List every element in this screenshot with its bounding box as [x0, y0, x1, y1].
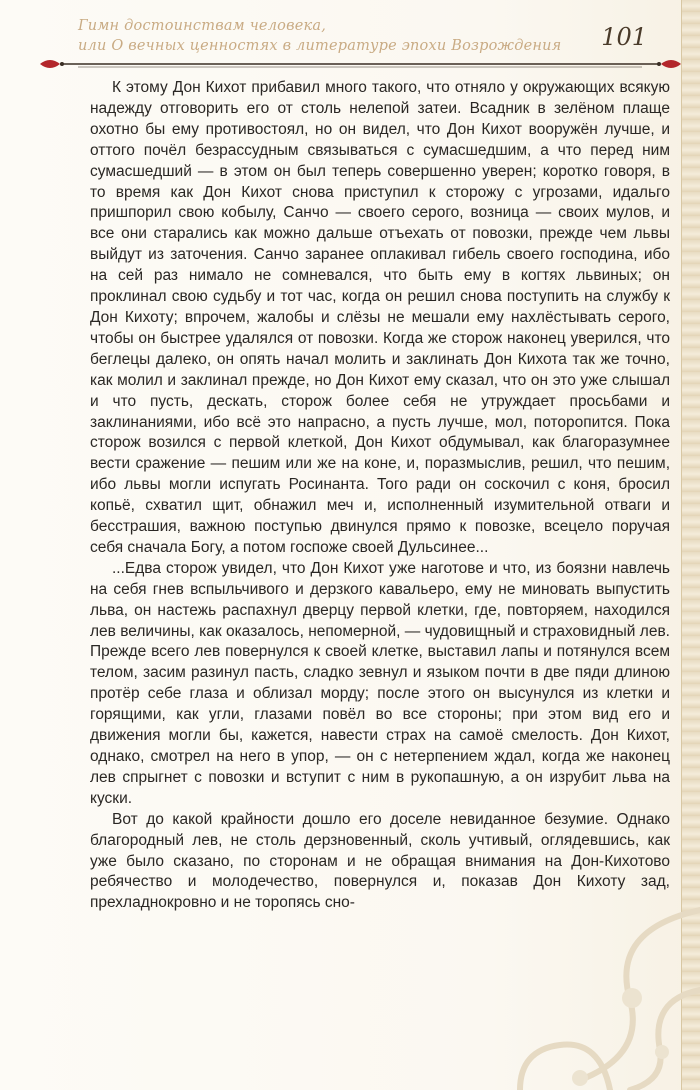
running-title-line1: Гимн достоинствам человека,	[78, 18, 327, 34]
running-title	[78, 16, 598, 56]
page-number: 101	[601, 23, 647, 51]
paragraph: К этому Дон Кихот прибавил много такого, что отняло у окружающих всякую надежду отговорить его от столь нелепой затеи. Всадник в зелёном плаще охотно бы ему противостоял, но он видел, что Дон Кихот вооружён лучше, и оттого почёл безрассудным связываться с сумасшедшим, а что перед ним сумасшедший — в этом он был теперь совершенно уверен; коротко говоря, в то время как Дон Кихот снова приступил к сторожу с угрозами, идальго пришпорил свою кобылу, Санчо — своего серого, возница — своих мулов, и все они старались как можно дальше отъехать от повозки, прежде чем львы выйдут из заточения. Санчо заранее оплакивал гибель своего господина, ибо на сей раз нимало не сомневался, что быть ему в когтях львиных; он проклинал свою судьбу и тот час, когда он решил снова поступить на службу к Дон Кихоту; впрочем, жалобы и слёзы не мешали ему нахлёстывать серого, чтобы он быстрее удалялся от повозки. Когда же сторож наконец уверился, что беглецы далеко, он опять начал молить и заклинать Дон Кихота так же точно, как молил и заклинал прежде, но Дон Кихот ему сказал, что он это уже слышал и что пусть, дескать, сторож более себя не утруждает просьбами и заклинаниями, ибо всё это напрасно, а пусть лучше, мол, поторопится. Пока сторож возился с первой клеткой, Дон Кихот обдумывал, как благоразумнее вести сражение — пешим или же на коне, и, поразмыслив, решил, что пешим, ибо львы могли испугать Росинанта. Того ради он соскочил с коня, бросил копьё, схватил щит, обнажил меч и, исполненный изумительной отваги и бесстрашия, важною поступью двинулся прямо к повозке, всецело поручая себя сначала Богу, а потом госпоже своей Дульсинее...	[90, 79, 670, 556]
body-text	[90, 78, 670, 914]
paragraph: ...Едва сторож увидел, что Дон Кихот уже наготове и что, из боязни навлечь на себя гнев вспыльчивого и дерзкого кавальеро, ему не миновать выпустить льва, он настежь распахнул дверцу первой клетки, где, повторяем, находился лев величины, как оказалось, непомерной, — чудовищный и страховидный лев. Прежде всего лев повернулся к своей клетке, выставил лапы и потянулся всем телом, засим разинул пасть, сладко зевнул и языком почти в две пяди длиною протёр себе глаза и облизал морду; после этого он высунулся из клетки и горящими, как угли, глазами повёл во все стороны; при этом вид его и движения могли бы, кажется, навести страх на самоё смелость. Дон Кихот, однако, смотрел на него в упор, — он с нетерпением ждал, когда же наконец лев спрыгнет с повозки и вступит с ним в рукопашную, а он изрубит льва на куски.	[90, 559, 670, 807]
page-header	[38, 10, 683, 72]
running-title-line2: или О вечных ценностях в литературе эпохи Возрождения	[78, 38, 562, 54]
header-rule	[38, 54, 683, 74]
floral-flourish-icon	[460, 870, 700, 1090]
fleur-ornament-icon	[657, 60, 681, 68]
paragraph: Вот до какой крайности дошло его доселе невиданное безумие. Однако благородный лев, не столь дерзновенный, сколь учтивый, оглядевшись, как уже было сказано, по сторонам и не обращая внимания на Дон-Кихотово ребячество и молодечество, повернулся и, показав Дон Кихоту зад, прехладнокровно и не торопясь сно-	[90, 810, 670, 912]
fleur-ornament-icon	[40, 60, 64, 68]
